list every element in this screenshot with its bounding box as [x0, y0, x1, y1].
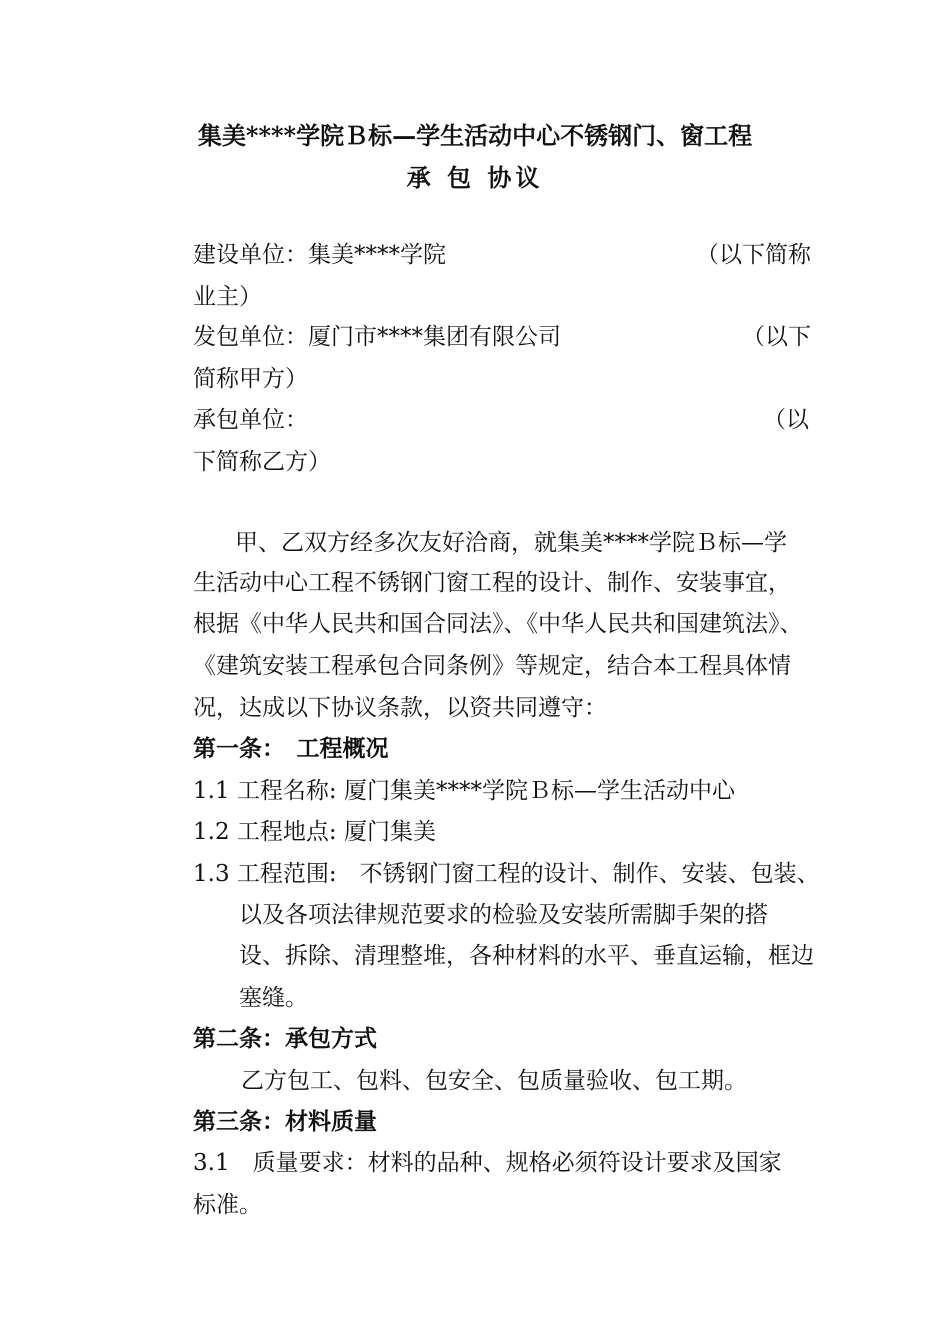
- employer-suffix-cont: 简称甲方）: [193, 366, 308, 392]
- article3-heading: 第三条：材料质量: [193, 1108, 377, 1135]
- article3-item-cont: 标准。: [193, 1192, 262, 1218]
- document-title: 集美****学院Ｂ标—学生活动中心不锈钢门、窗工程: [197, 121, 753, 150]
- contractor-suffix-cont: 下简称乙方）: [193, 449, 331, 475]
- document-subtitle: 承 包 协议: [406, 163, 544, 192]
- article1-item-cont: 设、拆除、清理整堆，各种材料的水平、垂直运输，框边: [239, 943, 814, 969]
- employer-line: 发包单位：厦门市****集团有限公司: [193, 324, 561, 350]
- article1-item: 1.3 工程范围: 不锈钢门窗工程的设计、制作、安装、包装、: [193, 861, 820, 887]
- intro-line: 《建筑安装工程承包合同条例》等规定，结合本工程具体情: [193, 653, 791, 679]
- intro-line: 根据《中华人民共和国合同法》、《中华人民共和国建筑法》、: [193, 611, 803, 637]
- intro-line: 况，达成以下协议条款，以资共同遵守：: [193, 695, 607, 721]
- owner-line: 建设单位：集美****学院: [193, 242, 446, 268]
- contractor-suffix: （以: [763, 407, 809, 433]
- contractor-line: 承包单位：: [193, 407, 308, 433]
- owner-suffix-cont: 业主）: [193, 284, 262, 310]
- intro-line: 生活动中心工程不锈钢门窗工程的设计、制作、安装事宜，: [193, 570, 791, 596]
- article1-item: 1.2 工程地点: 厦门集美: [193, 819, 436, 845]
- article1-heading: 第一条： 工程概况: [193, 735, 389, 762]
- intro-line: 甲、乙双方经多次友好洽商，就集美****学院Ｂ标—学: [235, 530, 787, 556]
- article1-item-cont: 以及各项法律规范要求的检验及安装所需脚手架的搭: [239, 902, 768, 928]
- owner-suffix: （以下简称: [696, 242, 811, 268]
- article1-item-cont: 塞缝。: [239, 985, 308, 1011]
- article3-item: 3.1 质量要求：材料的品种、规格必须符设计要求及国家: [193, 1150, 782, 1176]
- employer-suffix: （以下: [742, 324, 811, 350]
- article1-item: 1.1 工程名称: 厦门集美****学院Ｂ标—学生活动中心: [193, 778, 735, 804]
- article2-body: 乙方包工、包料、包安全、包质量验收、包工期。: [241, 1068, 747, 1094]
- article2-heading: 第二条：承包方式: [193, 1025, 377, 1052]
